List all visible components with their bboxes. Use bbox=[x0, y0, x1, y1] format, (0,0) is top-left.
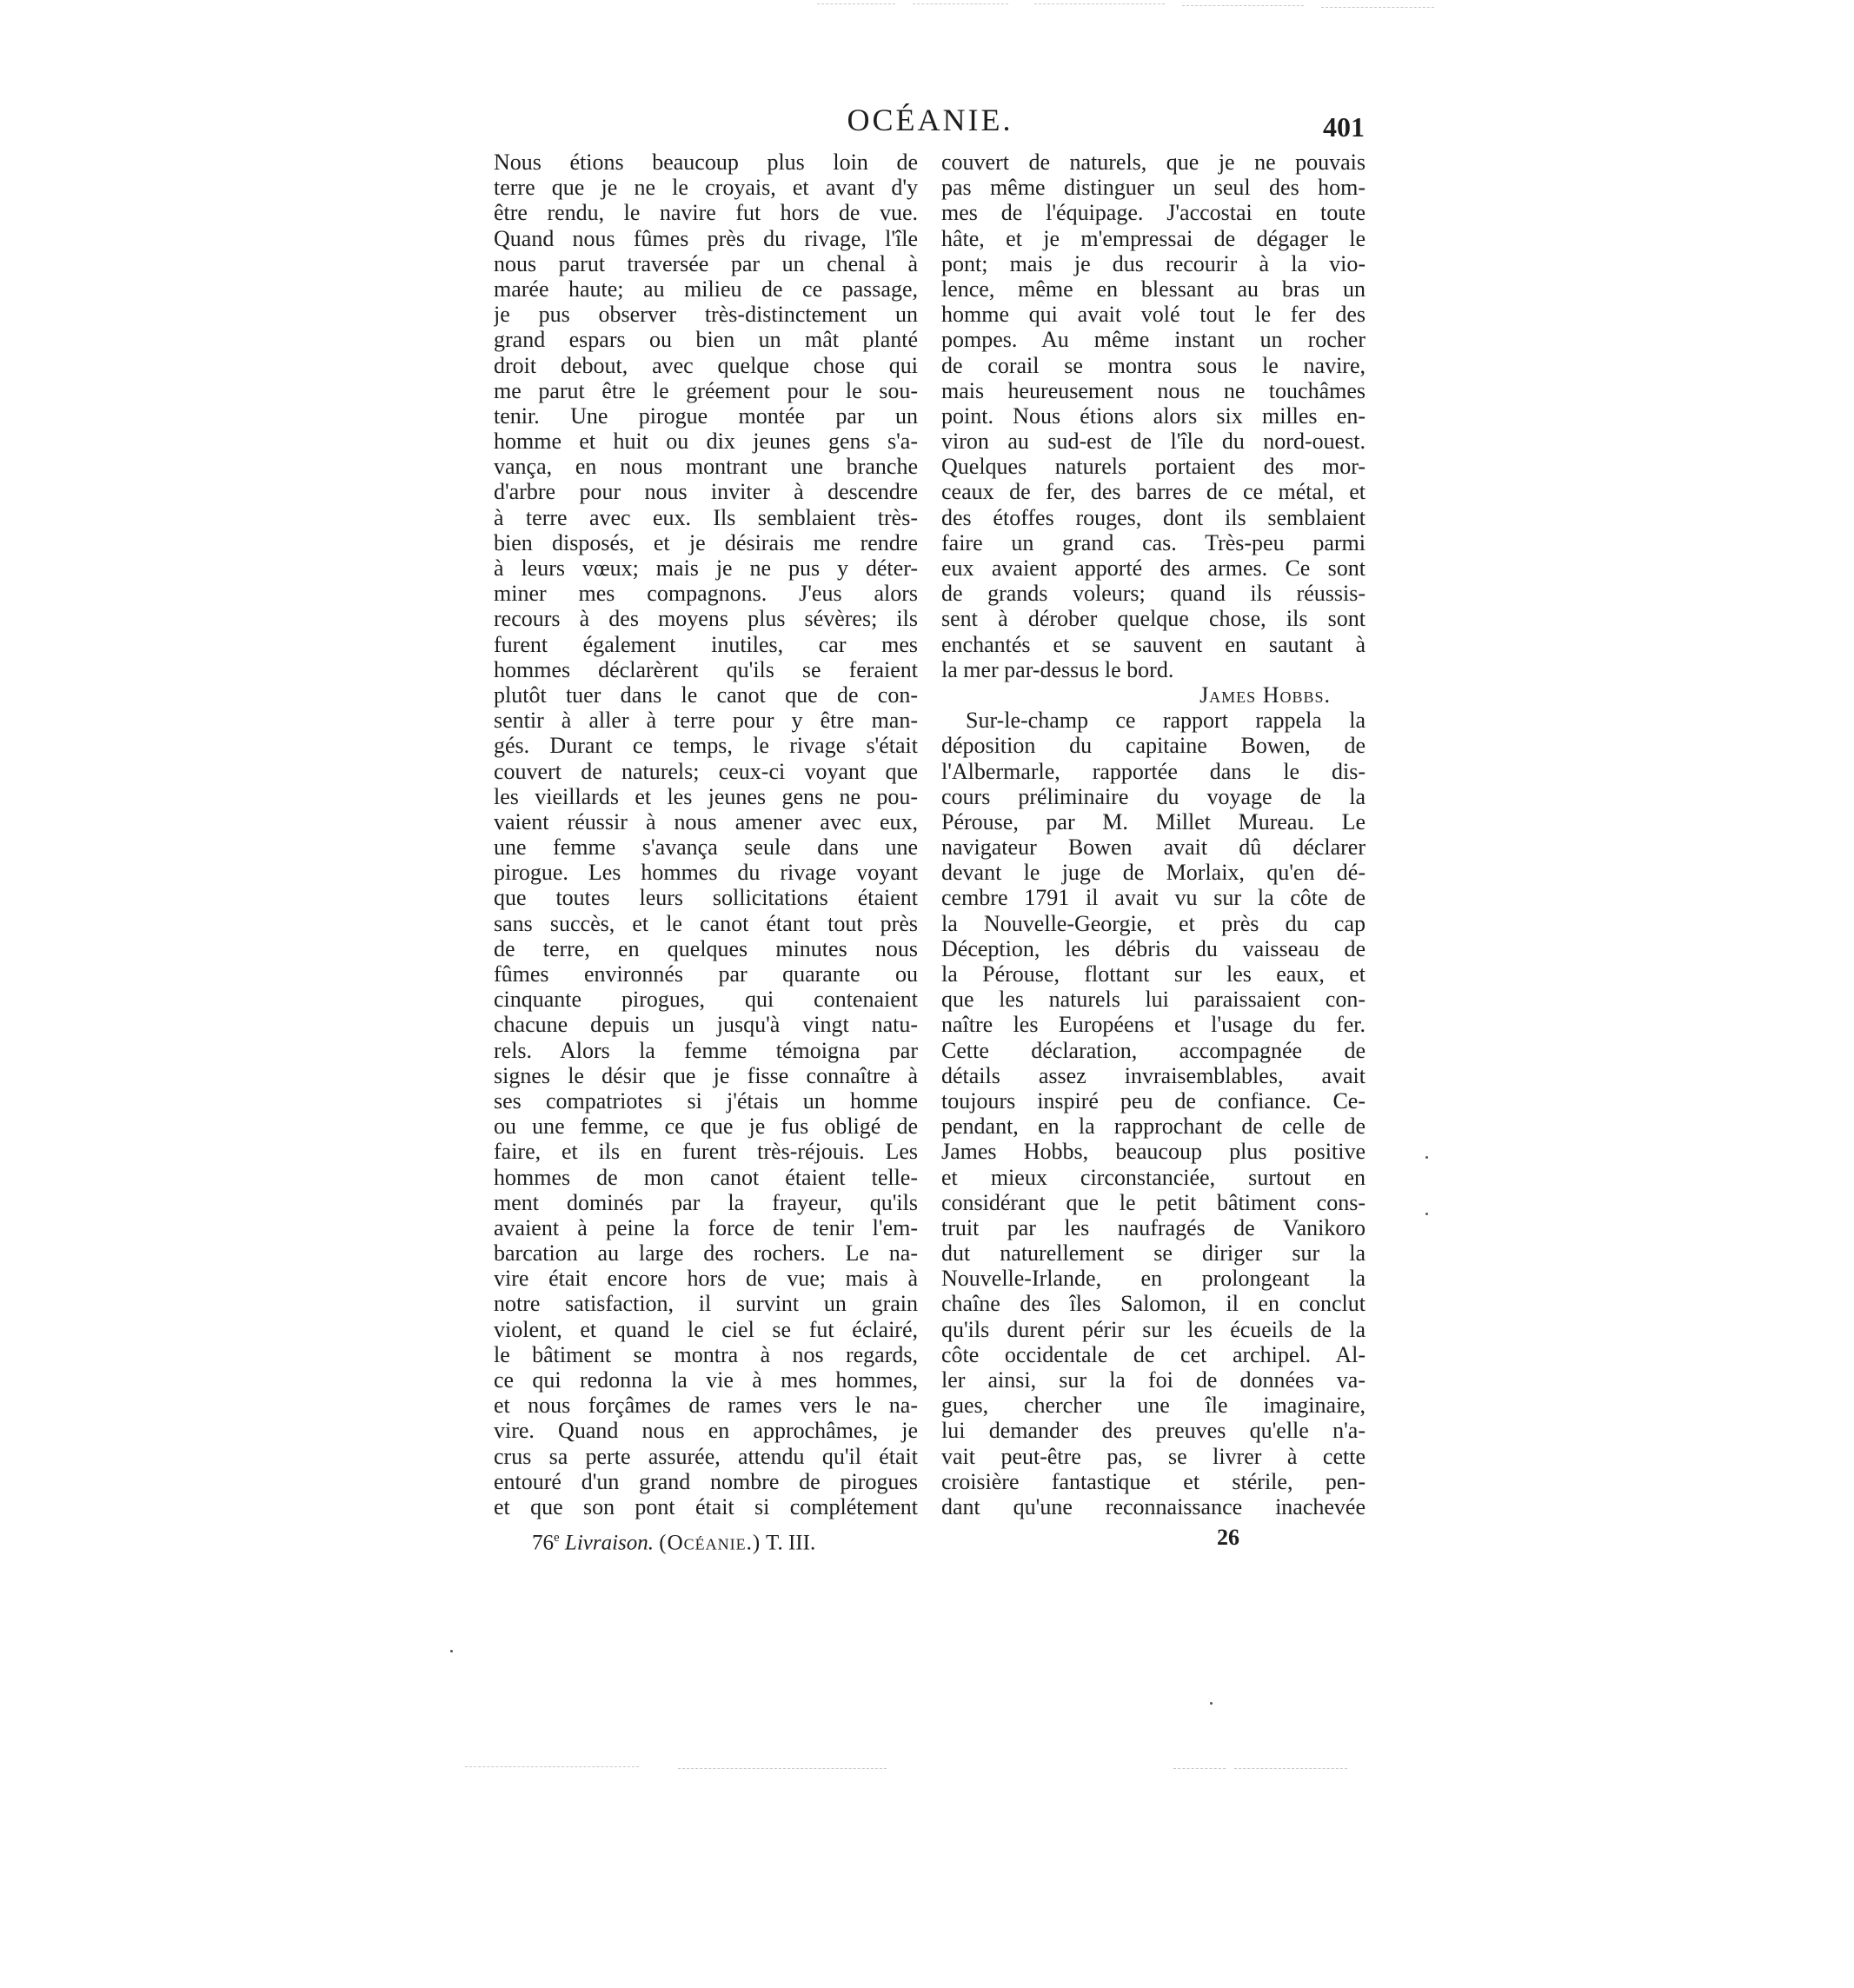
scan-edge-mark bbox=[678, 1768, 887, 1769]
text-line: vaient réussir à nous amener avec eux, bbox=[494, 808, 918, 834]
scan-edge-mark bbox=[465, 1766, 639, 1767]
text-line: pompes. Au même instant un rocher bbox=[941, 327, 1366, 353]
text-line: croisière fantastique et stérile, pen- bbox=[941, 1468, 1366, 1494]
text-line: gés. Durant ce temps, le rivage s'était bbox=[494, 733, 918, 759]
text-line: James Hobbs, beaucoup plus positive bbox=[941, 1139, 1366, 1165]
text-line: terre que je ne le croyais, et avant d'y bbox=[494, 175, 918, 201]
text-line: hommes de mon canot étaient telle- bbox=[494, 1164, 918, 1190]
right-column-narrative bbox=[941, 150, 1366, 682]
text-line: des étoffes rouges, dont ils semblaient bbox=[941, 504, 1366, 530]
text-line: la Pérouse, flottant sur les eaux, et bbox=[941, 961, 1366, 987]
text-line: ses compatriotes si j'étais un homme bbox=[494, 1087, 918, 1114]
text-line: vança, en nous montrant une branche bbox=[494, 454, 918, 480]
text-line: eux avaient apporté des armes. Ce sont bbox=[941, 555, 1366, 581]
text-line: crus sa perte assurée, attendu qu'il était bbox=[494, 1443, 918, 1469]
text-line: recours à des moyens plus sévères; ils bbox=[494, 606, 918, 632]
text-line: point. Nous étions alors six milles en- bbox=[941, 402, 1366, 429]
text-line: gues, chercher une île imaginaire, bbox=[941, 1393, 1366, 1419]
text-line: tenir. Une pirogue montée par un bbox=[494, 402, 918, 429]
text-line: Nous étions beaucoup plus loin de bbox=[494, 150, 918, 175]
text-line: pas même distinguer un seul des hom- bbox=[941, 175, 1366, 201]
scan-edge-mark bbox=[1321, 7, 1434, 8]
text-line: Nouvelle-Irlande, en prolongeant la bbox=[941, 1266, 1366, 1292]
scan-edge-mark bbox=[817, 3, 895, 4]
text-line: cembre 1791 il avait vu sur la côte de bbox=[941, 885, 1366, 911]
scan-speck bbox=[450, 1650, 453, 1652]
livraison-number: 76 bbox=[532, 1531, 554, 1555]
text-line: Déception, les débris du vaisseau de bbox=[941, 935, 1366, 961]
text-line: ou une femme, ce que je fus obligé de bbox=[494, 1114, 918, 1140]
text-line: que toutes leurs sollicitations étaient bbox=[494, 885, 918, 911]
scan-edge-mark bbox=[1182, 5, 1304, 6]
text-line: l'Albermarle, rapportée dans le dis- bbox=[941, 758, 1366, 784]
text-line: cours préliminaire du voyage de la bbox=[941, 783, 1366, 809]
text-line: viron au sud-est de l'île du nord-ouest. bbox=[941, 429, 1366, 455]
text-line: Quand nous fûmes près du rivage, l'île bbox=[494, 225, 918, 251]
text-line: nous parut traversée par un chenal à bbox=[494, 250, 918, 276]
text-line: notre satisfaction, il survint un grain bbox=[494, 1291, 918, 1317]
text-line: de grands voleurs; quand ils réussis- bbox=[941, 581, 1366, 607]
text-line: lui demander des preuves qu'elle n'a- bbox=[941, 1418, 1366, 1444]
volume-label: T. III. bbox=[766, 1531, 816, 1555]
text-line: avaient à peine la force de tenir l'em- bbox=[494, 1214, 918, 1240]
text-line: fûmes environnés par quarante ou bbox=[494, 961, 918, 987]
text-line: grand espars ou bien un mât planté bbox=[494, 327, 918, 353]
text-line: naître les Européens et l'usage du fer. bbox=[941, 1012, 1366, 1038]
text-line: lence, même en blessant au bras un bbox=[941, 276, 1366, 302]
scan-edge-mark bbox=[1034, 3, 1165, 4]
text-line: ce qui redonna la vie à mes hommes, bbox=[494, 1367, 918, 1393]
text-line: vait peut-être pas, se livrer à cette bbox=[941, 1443, 1366, 1469]
text-line: rels. Alors la femme témoigna par bbox=[494, 1037, 918, 1063]
signature: James Hobbs. bbox=[1199, 682, 1331, 708]
text-line: pirogue. Les hommes du rivage voyant bbox=[494, 860, 918, 886]
text-line: me parut être le gréement pour le sou- bbox=[494, 377, 918, 403]
text-line: mais heureusement nous ne touchâmes bbox=[941, 377, 1366, 403]
text-line: considérant que le petit bâtiment cons- bbox=[941, 1189, 1366, 1215]
text-line: chacune depuis un jusqu'à vingt natu- bbox=[494, 1012, 918, 1038]
scan-speck bbox=[1425, 1213, 1428, 1215]
left-column bbox=[494, 150, 918, 1519]
text-line: d'arbre pour nous inviter à descendre bbox=[494, 479, 918, 505]
text-line: enchantés et se sauvent en sautant à bbox=[941, 631, 1366, 657]
text-line: droit debout, avec quelque chose qui bbox=[494, 352, 918, 378]
series-label: (Océanie.) bbox=[659, 1531, 761, 1555]
text-line: une femme s'avança seule dans une bbox=[494, 834, 918, 861]
text-line: furent également inutiles, car mes bbox=[494, 631, 918, 657]
text-line: navigateur Bowen avait dû déclarer bbox=[941, 834, 1366, 861]
text-line: sentir à aller à terre pour y être man- bbox=[494, 708, 918, 734]
text-line: signes le désir que je fisse connaître à bbox=[494, 1062, 918, 1088]
text-line: violent, et quand le ciel se fut éclairé, bbox=[494, 1316, 918, 1342]
text-line: Sur-le-champ ce rapport rappela la bbox=[966, 708, 1366, 734]
text-line: entouré d'un grand nombre de pirogues bbox=[494, 1468, 918, 1494]
scan-edge-mark bbox=[913, 3, 1008, 4]
livraison-superscript: e bbox=[554, 1531, 560, 1545]
text-line: ceaux de fer, des barres de ce métal, et bbox=[941, 479, 1366, 505]
text-line: couvert de naturels; ceux-ci voyant que bbox=[494, 758, 918, 784]
text-line: truit par les naufragés de Vanikoro bbox=[941, 1214, 1366, 1240]
text-line: ment dominés par la frayeur, qu'ils bbox=[494, 1189, 918, 1215]
text-line: et nous forçâmes de rames vers le na- bbox=[494, 1393, 918, 1419]
text-line: à leurs vœux; mais je ne pus y déter- bbox=[494, 555, 918, 581]
scan-edge-mark bbox=[1234, 1768, 1347, 1769]
text-line: homme qui avait volé tout le fer des bbox=[941, 302, 1366, 328]
text-line: et que son pont était si complétement bbox=[494, 1493, 918, 1519]
running-head: OCÉANIE. bbox=[847, 103, 1013, 137]
text-line: pont; mais je dus recourir à la vio- bbox=[941, 250, 1366, 276]
text-line: détails assez invraisemblables, avait bbox=[941, 1062, 1366, 1088]
text-line: de corail se montra sous le navire, bbox=[941, 352, 1366, 378]
text-line: et mieux circonstanciée, surtout en bbox=[941, 1164, 1366, 1190]
text-line: Cette déclaration, accompagnée de bbox=[941, 1037, 1366, 1063]
text-line: faire un grand cas. Très-peu parmi bbox=[941, 529, 1366, 555]
text-line: couvert de naturels, que je ne pouvais bbox=[941, 150, 1366, 175]
text-line: marée haute; au milieu de ce passage, bbox=[494, 276, 918, 302]
scan-speck bbox=[1425, 1156, 1428, 1159]
text-line: être rendu, le navire fut hors de vue. bbox=[494, 200, 918, 226]
text-line: faire, et ils en furent très-réjouis. Les bbox=[494, 1139, 918, 1165]
text-line: hommes déclarèrent qu'ils se feraient bbox=[494, 656, 918, 682]
text-line: déposition du capitaine Bowen, de bbox=[941, 733, 1366, 759]
text-line: vire était encore hors de vue; mais à bbox=[494, 1266, 918, 1292]
text-line: côte occidentale de cet archipel. Al- bbox=[941, 1341, 1366, 1367]
text-line: chaîne des îles Salomon, il en conclut bbox=[941, 1291, 1366, 1317]
text-line: mes de l'équipage. J'accostai en toute bbox=[941, 200, 1366, 226]
right-column-commentary bbox=[941, 708, 1366, 1519]
text-line: la mer par-dessus le bord. bbox=[941, 656, 1174, 682]
page-number: 401 bbox=[1323, 111, 1365, 143]
text-line: Quelques naturels portaient des mor- bbox=[941, 454, 1366, 480]
livraison-label: Livraison. bbox=[564, 1531, 655, 1555]
text-line: homme et huit ou dix jeunes gens s'a- bbox=[494, 429, 918, 455]
text-line: pendant, en la rapprochant de celle de bbox=[941, 1114, 1366, 1140]
text-line: la Nouvelle-Georgie, et près du cap bbox=[941, 910, 1366, 936]
printer-signature-line bbox=[532, 1525, 815, 1556]
text-line: miner mes compagnons. J'eus alors bbox=[494, 581, 918, 607]
text-line: je pus observer très-distinctement un bbox=[494, 302, 918, 328]
text-line: toujours inspiré peu de confiance. Ce- bbox=[941, 1087, 1366, 1114]
text-line: sans succès, et le canot étant tout près bbox=[494, 910, 918, 936]
text-line: Pérouse, par M. Millet Mureau. Le bbox=[941, 808, 1366, 834]
right-column bbox=[941, 150, 1366, 1519]
scan-speck bbox=[1210, 1702, 1213, 1705]
scan-edge-mark bbox=[1173, 1768, 1226, 1769]
text-line: sent à dérober quelque chose, ils sont bbox=[941, 606, 1366, 632]
text-line: barcation au large des rochers. Le na- bbox=[494, 1240, 918, 1267]
text-line: vire. Quand nous en approchâmes, je bbox=[494, 1418, 918, 1444]
text-line: de terre, en quelques minutes nous bbox=[494, 935, 918, 961]
text-line: qu'ils durent périr sur les écueils de la bbox=[941, 1316, 1366, 1342]
text-line: bien disposés, et je désirais me rendre bbox=[494, 529, 918, 555]
text-line: plutôt tuer dans le canot que de con- bbox=[494, 682, 918, 708]
text-line: dant qu'une reconnaissance inachevée bbox=[941, 1493, 1366, 1519]
text-line: que les naturels lui paraissaient con- bbox=[941, 987, 1366, 1013]
text-line: le bâtiment se montra à nos regards, bbox=[494, 1341, 918, 1367]
text-line: hâte, et je m'empressai de dégager le bbox=[941, 225, 1366, 251]
gathering-signature: 26 bbox=[1217, 1525, 1239, 1550]
text-line: devant le juge de Morlaix, qu'en dé- bbox=[941, 860, 1366, 886]
text-line: cinquante pirogues, qui contenaient bbox=[494, 987, 918, 1013]
text-line: dut naturellement se diriger sur la bbox=[941, 1240, 1366, 1267]
text-line: à terre avec eux. Ils semblaient très- bbox=[494, 504, 918, 530]
text-line: les vieillards et les jeunes gens ne pou- bbox=[494, 783, 918, 809]
text-line: ler ainsi, sur la foi de données va- bbox=[941, 1367, 1366, 1393]
